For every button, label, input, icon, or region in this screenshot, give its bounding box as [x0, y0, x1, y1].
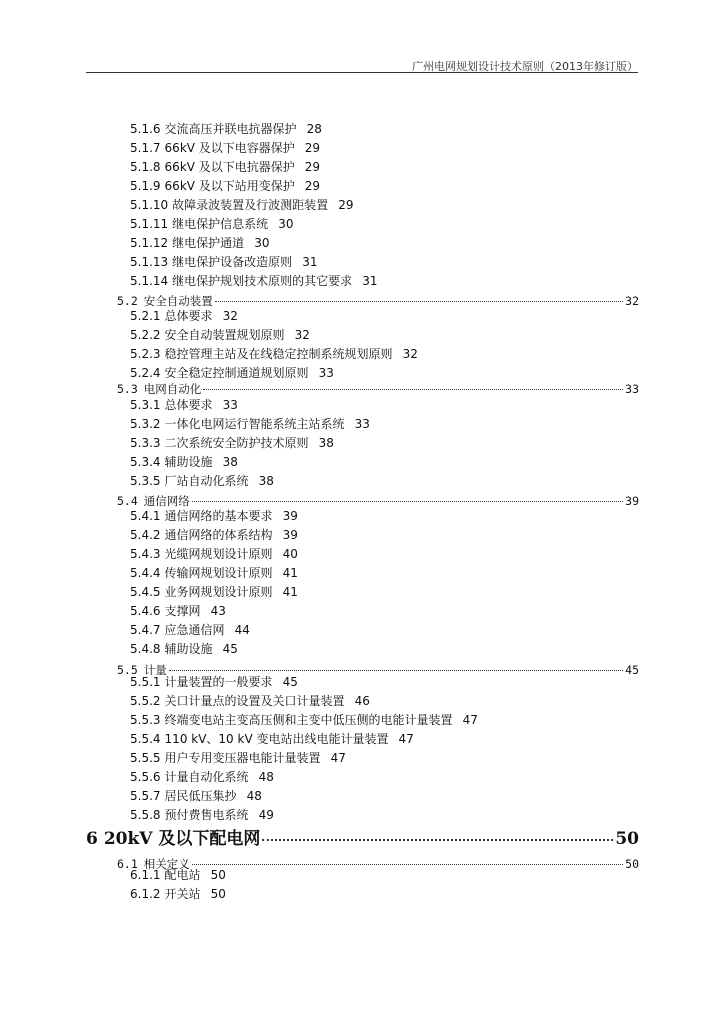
toc-subsection[interactable]: [130, 711, 478, 728]
toc-page-number: 38: [258, 474, 274, 488]
toc-number: 5.2: [117, 294, 138, 308]
toc-title: 安全自动装置规划原则: [164, 328, 285, 342]
toc-page-number: 30: [278, 217, 294, 231]
toc-number: 5.5.7: [130, 789, 161, 803]
toc-title: 交流高压并联电抗器保护: [164, 122, 297, 136]
toc-number: 6.1.1: [130, 868, 161, 882]
toc-number: 5.3: [117, 382, 138, 396]
toc-subsection[interactable]: [130, 806, 274, 823]
toc-number: 5.1.12: [130, 236, 169, 250]
toc-title: 通信网络的基本要求: [164, 509, 273, 523]
toc-title: 辅助设施: [164, 455, 213, 469]
toc-title: 应急通信网: [164, 623, 225, 637]
toc-title: 通信网络的体系结构: [164, 528, 273, 542]
toc-subsection[interactable]: [130, 787, 262, 804]
toc-title: 电网自动化: [143, 382, 202, 396]
toc-title: 总体要求: [164, 309, 213, 323]
toc-page-number: 46: [354, 694, 370, 708]
toc-page-number: 48: [258, 770, 274, 784]
toc-title: 一体化电网运行智能系统主站系统: [164, 417, 345, 431]
toc-title: 用户专用变压器电能计量装置: [164, 751, 321, 765]
toc-page-number: 45: [222, 642, 238, 656]
toc-title: 稳控管理主站及在线稳定控制系统规划原则: [164, 347, 393, 361]
toc-page-number: 32: [294, 328, 310, 342]
toc-subsection[interactable]: [130, 415, 370, 432]
toc-number: 5.2.4: [130, 366, 161, 380]
toc-subsection[interactable]: [130, 749, 346, 766]
toc-subsection[interactable]: [130, 326, 310, 343]
toc-title: 开关站: [164, 887, 201, 901]
toc-subsection[interactable]: [130, 602, 226, 619]
toc-number: 5.5: [117, 663, 138, 677]
toc-number: 5.4.4: [130, 566, 161, 580]
toc-number: 5.3.2: [130, 417, 161, 431]
toc-number: 6: [86, 829, 98, 849]
toc-title: 20kV 及以下配电网: [103, 829, 261, 849]
toc-page-number: 29: [304, 160, 321, 174]
toc-subsection[interactable]: [130, 885, 226, 902]
toc-page-number: 33: [625, 382, 639, 396]
toc-page-number: 50: [615, 829, 639, 849]
toc-number: 5.1.10: [130, 198, 169, 212]
toc-page-number: 50: [210, 887, 226, 901]
toc-title: 光缆网规划设计原则: [164, 547, 273, 561]
toc-number: 5.4.8: [130, 642, 161, 656]
toc-page-number: 40: [282, 547, 298, 561]
toc-subsection[interactable]: [130, 434, 334, 451]
toc-title: 通信网络: [143, 494, 190, 508]
toc-dot-leader: [192, 864, 623, 865]
toc-subsection[interactable]: [130, 472, 274, 489]
toc-page-number: 47: [398, 732, 414, 746]
toc-page-number: 45: [282, 675, 298, 689]
toc-subsection[interactable]: [130, 177, 320, 194]
toc-page-number: 32: [625, 294, 639, 308]
toc-title: 业务网规划设计原则: [164, 585, 273, 599]
toc-section[interactable]: [117, 381, 639, 397]
toc-page-number: 33: [354, 417, 370, 431]
toc-subsection[interactable]: [130, 692, 370, 709]
toc-page-number: 38: [318, 436, 334, 450]
toc-number: 5.5.3: [130, 713, 161, 727]
toc-subsection[interactable]: [130, 564, 298, 581]
toc-title: 配电站: [164, 868, 201, 882]
toc-number: 5.4.6: [130, 604, 161, 618]
toc-page-number: 39: [625, 494, 639, 508]
toc-number: 5.5.2: [130, 694, 161, 708]
toc-dot-leader: [192, 501, 623, 502]
toc-page-number: 50: [210, 868, 226, 882]
toc-page-number: 29: [338, 198, 354, 212]
toc-title: 预付费售电系统: [164, 808, 249, 822]
toc-page-number: 49: [258, 808, 274, 822]
toc-number: 5.1.13: [130, 255, 169, 269]
toc-page-number: 32: [222, 309, 238, 323]
toc-subsection[interactable]: [130, 396, 238, 413]
toc-page-number: 29: [304, 141, 321, 155]
toc-subsection[interactable]: [130, 139, 320, 156]
toc-page-number: 50: [625, 857, 639, 871]
toc-page-number: 47: [330, 751, 346, 765]
toc-number: 5.1.11: [130, 217, 169, 231]
toc-title: 关口计量点的设置及关口计量装置: [164, 694, 345, 708]
toc-title: 继电保护通道: [172, 236, 245, 250]
toc-title: 支撑网: [164, 604, 201, 618]
toc-subsection[interactable]: [130, 364, 334, 381]
toc-subsection[interactable]: [130, 345, 418, 362]
toc-subsection[interactable]: [130, 453, 238, 470]
toc-number: 5.3.1: [130, 398, 161, 412]
toc-number: 5.3.4: [130, 455, 161, 469]
toc-subsection[interactable]: [130, 621, 250, 638]
toc-subsection[interactable]: [130, 196, 353, 213]
toc-page-number: 38: [222, 455, 238, 469]
toc-title: 相关定义: [143, 857, 190, 871]
toc-page-number: 32: [402, 347, 418, 361]
header-divider: [86, 72, 638, 73]
toc-title: 计量装置的一般要求: [164, 675, 273, 689]
toc-subsection[interactable]: [130, 215, 293, 232]
page-header: 广州电网规划设计技术原则（2013年修订版）: [412, 60, 638, 73]
toc-dot-leader: [262, 839, 613, 841]
toc-number: 5.5.5: [130, 751, 161, 765]
toc-title: 继电保护信息系统: [172, 217, 269, 231]
toc-title: 居民低压集抄: [164, 789, 237, 803]
toc-number: 5.4.5: [130, 585, 161, 599]
toc-number: 5.3.5: [130, 474, 161, 488]
toc-subsection[interactable]: [130, 583, 298, 600]
toc-number: 5.4: [117, 494, 138, 508]
toc-chapter[interactable]: [86, 824, 639, 849]
toc-page-number: 31: [302, 255, 318, 269]
toc-dot-leader: [203, 389, 623, 390]
toc-title: 辅助设施: [164, 642, 213, 656]
toc-page-number: 39: [282, 509, 298, 523]
toc-subsection[interactable]: [130, 253, 317, 270]
toc-number: 5.1.9: [130, 179, 161, 193]
toc-subsection[interactable]: [130, 545, 298, 562]
toc-subsection[interactable]: [130, 526, 298, 543]
toc-title: 110 kV、10 kV 变电站出线电能计量装置: [164, 732, 389, 746]
toc-title: 安全自动装置: [143, 294, 213, 308]
toc-subsection[interactable]: [130, 507, 298, 524]
toc-subsection[interactable]: [130, 158, 320, 175]
toc-page-number: 43: [210, 604, 226, 618]
toc-page-number: 29: [304, 179, 321, 193]
toc-subsection[interactable]: [130, 120, 322, 137]
toc-number: 5.1.6: [130, 122, 161, 136]
toc-subsection[interactable]: [130, 272, 377, 289]
toc-title: 计量: [143, 663, 167, 677]
toc-number: 5.5.8: [130, 808, 161, 822]
toc-number: 5.5.1: [130, 675, 161, 689]
toc-page-number: 41: [282, 585, 298, 599]
toc-number: 5.4.2: [130, 528, 161, 542]
toc-number: 5.3.3: [130, 436, 161, 450]
toc-dot-leader: [215, 301, 623, 302]
toc-subsection[interactable]: [130, 234, 269, 251]
toc-subsection[interactable]: [130, 768, 274, 785]
toc-number: 5.1.8: [130, 160, 161, 174]
toc-title: 传输网规划设计原则: [164, 566, 273, 580]
toc-number: 5.2.3: [130, 347, 161, 361]
toc-title: 计量自动化系统: [164, 770, 249, 784]
toc-dot-leader: [169, 670, 623, 671]
toc-page-number: 33: [222, 398, 238, 412]
toc-subsection[interactable]: [130, 673, 298, 690]
toc-subsection[interactable]: [130, 730, 414, 747]
toc-title: 66kV 及以下站用变保护: [164, 179, 295, 193]
toc-title: 继电保护规划技术原则的其它要求: [172, 274, 353, 288]
toc-title: 继电保护设备改造原则: [172, 255, 293, 269]
toc-title: 厂站自动化系统: [164, 474, 249, 488]
toc-page-number: 33: [318, 366, 334, 380]
toc-title: 二次系统安全防护技术原则: [164, 436, 309, 450]
toc-number: 6.1: [117, 857, 138, 871]
toc-title: 总体要求: [164, 398, 213, 412]
toc-page-number: 48: [246, 789, 262, 803]
toc-page-number: 30: [254, 236, 270, 250]
toc-number: 5.1.7: [130, 141, 161, 155]
toc-title: 安全稳定控制通道规划原则: [164, 366, 309, 380]
toc-number: 6.1.2: [130, 887, 161, 901]
toc-title: 66kV 及以下电容器保护: [164, 141, 295, 155]
toc-number: 5.4.7: [130, 623, 161, 637]
toc-page-number: 44: [234, 623, 250, 637]
toc-page-number: 28: [306, 122, 322, 136]
toc-number: 5.2.2: [130, 328, 161, 342]
toc-title: 66kV 及以下电抗器保护: [164, 160, 295, 174]
toc-subsection[interactable]: [130, 307, 238, 324]
toc-title: 终端变电站主变高压侧和主变中低压侧的电能计量装置: [164, 713, 453, 727]
toc-subsection[interactable]: [130, 866, 226, 883]
toc-number: 5.5.6: [130, 770, 161, 784]
toc-page-number: 39: [282, 528, 298, 542]
toc-page-number: 31: [362, 274, 378, 288]
toc-page-number: 41: [282, 566, 298, 580]
toc-number: 5.5.4: [130, 732, 161, 746]
toc-number: 5.4.3: [130, 547, 161, 561]
toc-page-number: 47: [462, 713, 478, 727]
toc-number: 5.1.14: [130, 274, 169, 288]
toc-number: 5.2.1: [130, 309, 161, 323]
toc-page-number: 45: [625, 663, 639, 677]
toc-subsection[interactable]: [130, 640, 238, 657]
toc-number: 5.4.1: [130, 509, 161, 523]
toc-title: 故障录波装置及行波测距装置: [172, 198, 329, 212]
